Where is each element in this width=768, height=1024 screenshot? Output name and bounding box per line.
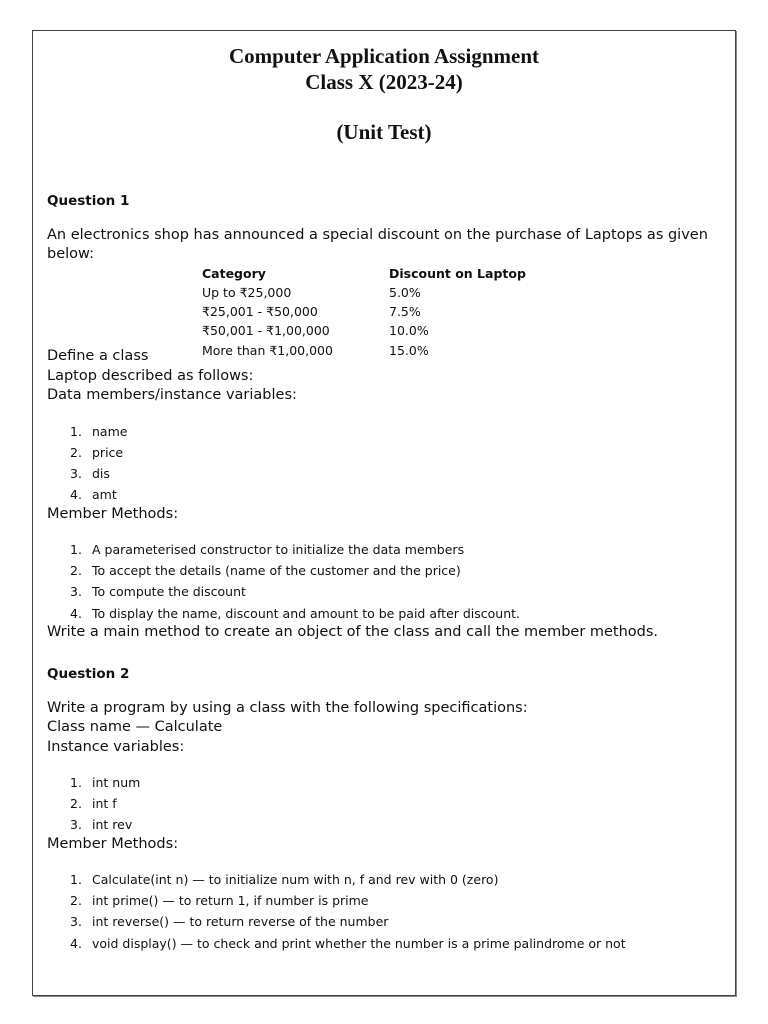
list-number: 1. (70, 775, 82, 790)
member-methods-label: Member Methods: (47, 506, 179, 522)
data-members-label: Data members/instance variables: (47, 387, 297, 403)
list-text: To display the name, discount and amount to be paid after discount. (92, 606, 521, 621)
list-item (70, 487, 117, 502)
question-2-heading: Question 2 (47, 666, 130, 682)
list-text: int num (92, 775, 141, 790)
list-text: To compute the discount (92, 584, 246, 599)
list-text: int f (92, 796, 117, 811)
member-methods-label: Member Methods: (47, 836, 179, 852)
table-cell-category: ₹25,001 - ₹50,000 (202, 304, 318, 319)
list-number: 2. (70, 893, 82, 908)
table-cell-category: ₹50,001 - ₹1,00,000 (202, 323, 330, 338)
list-item (70, 542, 464, 557)
list-number: 4. (70, 606, 82, 621)
table-cell-category: Up to ₹25,000 (202, 285, 292, 300)
list-number: 2. (70, 563, 82, 578)
list-text: int rev (92, 817, 133, 832)
table-cell-category: More than ₹1,00,000 (202, 343, 333, 358)
list-item (70, 584, 246, 599)
list-item (70, 796, 117, 811)
list-text: A parameterised constructor to initialize the data members (92, 542, 465, 557)
list-number: 3. (70, 817, 82, 832)
list-number: 1. (70, 424, 82, 439)
define-class-line-2: Laptop described as follows: (47, 368, 254, 384)
list-number: 2. (70, 796, 82, 811)
question-1-closing: Write a main method to create an object of the class and call the member methods. (47, 624, 659, 640)
list-item (70, 606, 520, 621)
table-cell-discount: 7.5% (389, 304, 421, 319)
list-text: dis (92, 466, 110, 481)
list-number: 3. (70, 466, 82, 481)
document-subtitle: (Unit Test) (336, 120, 432, 144)
list-text: int reverse() — to return reverse of the number (92, 914, 389, 929)
list-number: 4. (70, 936, 82, 951)
document-title: Computer Application Assignment (229, 44, 539, 68)
table-header-discount: Discount on Laptop (389, 266, 526, 281)
list-text: amt (92, 487, 117, 502)
list-text: name (92, 424, 128, 439)
table-cell-discount: 15.0% (389, 343, 429, 358)
list-item (70, 893, 368, 908)
question-1-heading: Question 1 (47, 193, 130, 209)
list-number: 3. (70, 584, 82, 599)
list-number: 1. (70, 872, 82, 887)
table-cell-discount: 10.0% (389, 323, 429, 338)
list-item (70, 936, 626, 951)
list-item (70, 424, 127, 439)
list-number: 1. (70, 542, 82, 557)
list-text: price (92, 445, 124, 460)
define-class-line-1: Define a class (47, 348, 149, 364)
list-number: 2. (70, 445, 82, 460)
list-text: To accept the details (name of the customer and the price) (92, 563, 461, 578)
list-item (70, 466, 110, 481)
list-text: int prime() — to return 1, if number is prime (92, 893, 369, 908)
document-class: Class X (2023-24) (305, 70, 463, 94)
question-1-intro-line-1: An electronics shop has announced a special discount on the purchase of Laptops as given (47, 227, 708, 243)
list-number: 4. (70, 487, 82, 502)
question-2-class-name: Class name — Calculate (47, 719, 223, 735)
list-item (70, 445, 123, 460)
question-1-intro-line-2: below: (47, 246, 94, 262)
list-number: 3. (70, 914, 82, 929)
list-item (70, 872, 498, 887)
table-cell-discount: 5.0% (389, 285, 421, 300)
list-item (70, 563, 461, 578)
list-text: void display() — to check and print whether the number is a prime palindrome or not (92, 936, 626, 951)
list-item (70, 775, 140, 790)
instance-variables-label: Instance variables: (47, 739, 185, 755)
table-header-category: Category (202, 266, 266, 281)
list-item (70, 817, 132, 832)
question-2-intro: Write a program by using a class with the following specifications: (47, 700, 528, 716)
list-text: Calculate(int n) — to initialize num with n, f and rev with 0 (zero) (92, 872, 499, 887)
list-item (70, 914, 388, 929)
